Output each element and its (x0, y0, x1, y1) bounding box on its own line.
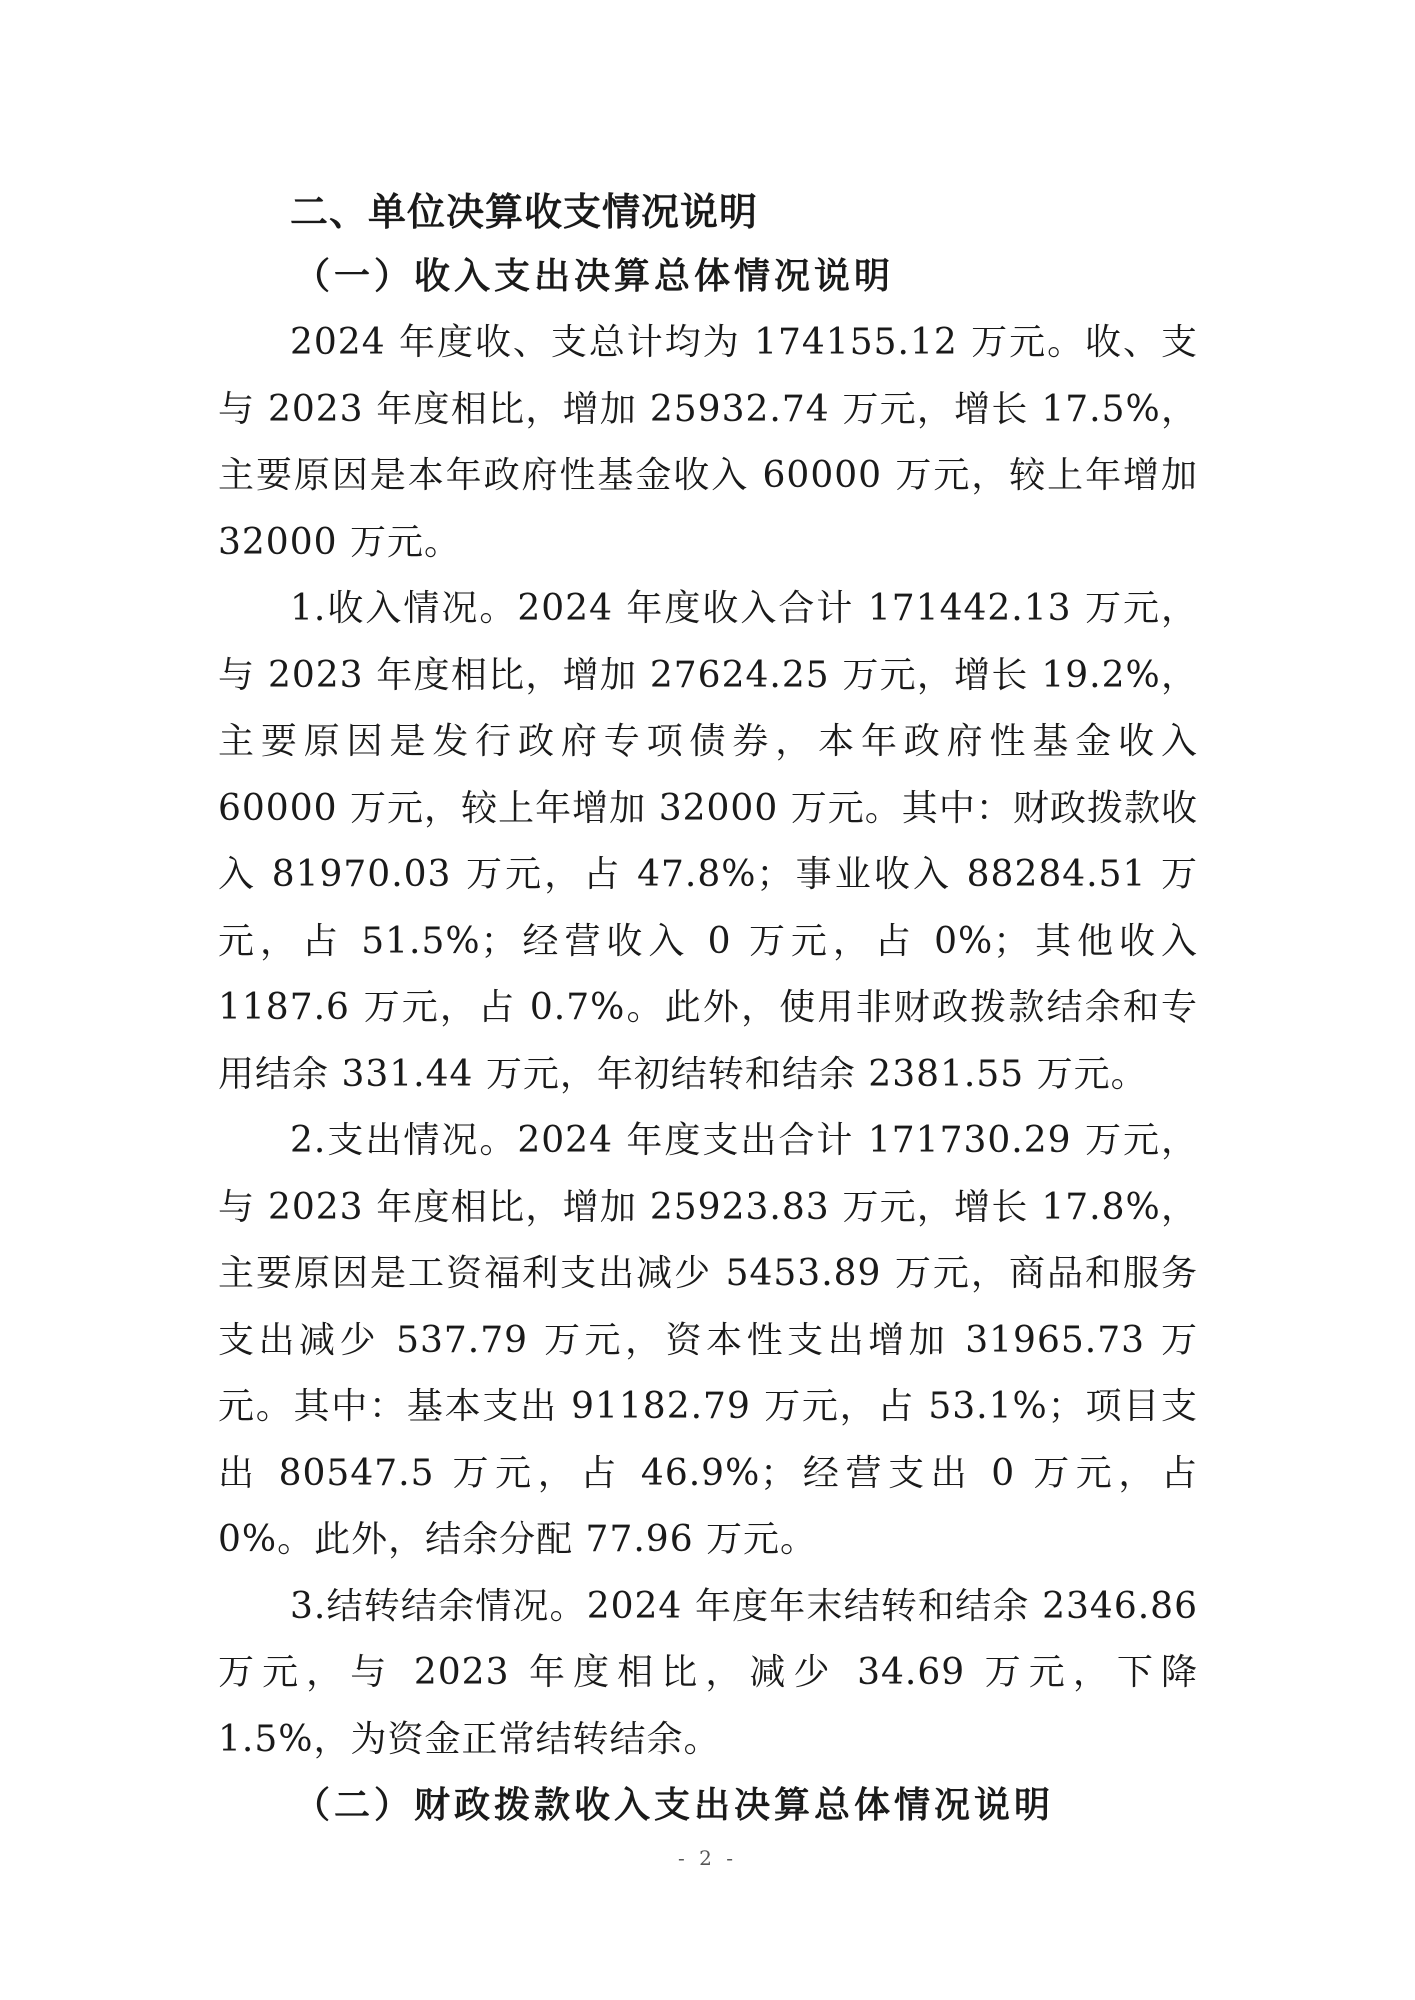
subsection-title-1: （一）收入支出决算总体情况说明 (294, 256, 895, 297)
paragraph-income: 1.收入情况。2024 年度收入合计 171442.13 万元，与 2023 年度相比，增加 27624.25 万元，增长 19.2%，主要原因是发行政府专项债券，本年政府性基金收入 60000 万元，较上年增加 32000 万元。其中：财政拨款收入 81970.03 万元，占 47.8%；事业收入 88284.51 万元，占 51.5%；经营收入 0 万元，占 0%；其他收入 1187.6 万元，占 0.7%。此外，使用非财政拨款结余和专用结余 331.44 万元，年初结转和结余 2381.55 万元。 (218, 588, 1198, 1095)
document-body (218, 180, 1198, 1839)
page-number: - 2 - (678, 1846, 737, 1870)
section-title: 二、单位决算收支情况说明 (290, 190, 759, 234)
paragraph-overview: 2024 年度收、支总计均为 174155.12 万元。收、支与 2023 年度相比，增加 25932.74 万元，增长 17.5%，主要原因是本年政府性基金收入 60000 万元，较上年增加 32000 万元。 (218, 322, 1198, 563)
subsection-title-2: （二）财政拨款收入支出决算总体情况说明 (294, 1785, 1055, 1826)
paragraph-expenditure: 2.支出情况。2024 年度支出合计 171730.29 万元，与 2023 年度相比，增加 25923.83 万元，增长 17.8%，主要原因是工资福利支出减少 5453.89 万元，商品和服务支出减少 537.79 万元，资本性支出增加 31965.73 万元。其中：基本支出 91182.79 万元，占 53.1%；项目支出 80547.5 万元，占 46.9%；经营支出 0 万元，占 0%。此外，结余分配 77.96 万元。 (218, 1120, 1198, 1560)
paragraph-carryover: 3.结转结余情况。2024 年度年末结转和结余 2346.86 万元，与 2023 年度相比，减少 34.69 万元，下降 1.5%，为资金正常结转结余。 (218, 1585, 1198, 1760)
